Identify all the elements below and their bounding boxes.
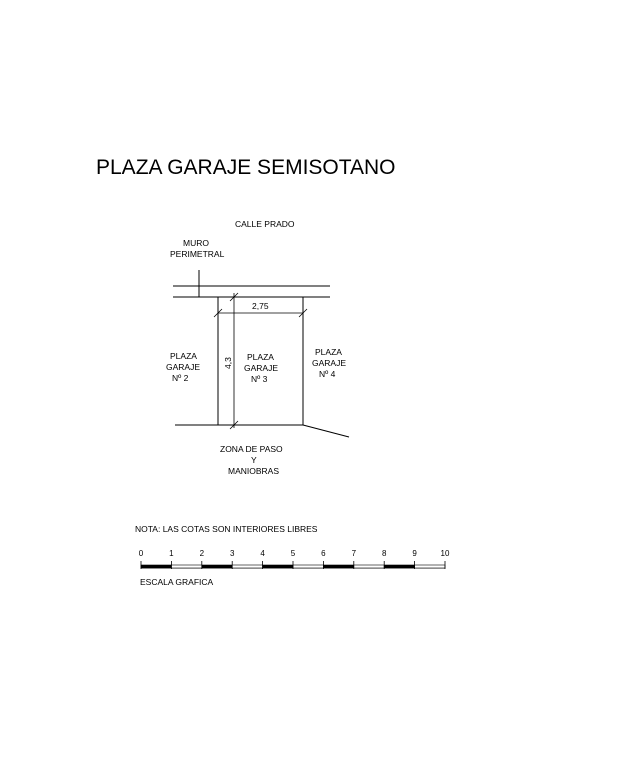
width-dimension-label: 2,75: [252, 301, 269, 311]
svg-text:Y: Y: [251, 455, 257, 465]
scale-segment: [202, 565, 232, 568]
space-label-no4: [312, 347, 346, 379]
scale-tick-label: 9: [412, 549, 417, 558]
scale-tick-label: 0: [138, 549, 144, 558]
scale-label: ESCALA GRAFICA: [140, 577, 214, 587]
svg-text:ZONA DE PASO: ZONA DE PASO: [220, 444, 283, 454]
scale-segment: [415, 565, 445, 568]
svg-text:PLAZA: PLAZA: [315, 347, 342, 357]
svg-text:PLAZA: PLAZA: [170, 351, 197, 361]
maneuver-zone-label: [220, 444, 283, 476]
scale-tick-label: 3: [229, 549, 235, 558]
scale-segment: [171, 565, 201, 568]
scale-segment: [293, 565, 323, 568]
wall-label-line1: MURO: [183, 238, 209, 248]
drawing-title: PLAZA GARAJE SEMISOTANO: [96, 156, 396, 179]
svg-text:Nº 3: Nº 3: [251, 374, 268, 384]
scale-tick-label: 2: [199, 549, 205, 558]
svg-text:Nº 2: Nº 2: [172, 373, 189, 383]
scale-tick-label: 7: [351, 549, 357, 558]
scale-tick-label: 6: [321, 549, 326, 558]
street-label: CALLE PRADO: [235, 219, 295, 229]
svg-text:GARAJE: GARAJE: [244, 363, 279, 373]
wall-label-line2: PERIMETRAL: [170, 249, 225, 259]
space-label-no2: [166, 351, 200, 383]
svg-text:GARAJE: GARAJE: [166, 362, 201, 372]
scale-segment: [263, 565, 293, 568]
depth-dimension-label: 4,3: [223, 357, 233, 369]
scale-segment: [354, 565, 384, 568]
scale-tick-label: 4: [260, 549, 265, 558]
scale-tick-label: 1: [169, 549, 174, 558]
dimensions-note: NOTA: LAS COTAS SON INTERIORES LIBRES: [135, 524, 318, 534]
scale-segment: [323, 565, 353, 568]
floor-boundary: [175, 425, 349, 437]
space-label-no3: [244, 352, 278, 384]
perimeter-wall: [173, 270, 330, 297]
svg-text:Nº 4: Nº 4: [319, 369, 336, 379]
scale-segment: [232, 565, 262, 568]
scale-tick-label: 8: [381, 549, 387, 558]
scale-tick-label: 5: [290, 549, 296, 558]
svg-text:GARAJE: GARAJE: [312, 358, 347, 368]
svg-text:PLAZA: PLAZA: [247, 352, 274, 362]
scale-segment: [141, 565, 171, 568]
scale-segment: [384, 565, 414, 568]
svg-text:MANIOBRAS: MANIOBRAS: [228, 466, 280, 476]
scale-tick-label: 10: [440, 549, 450, 558]
